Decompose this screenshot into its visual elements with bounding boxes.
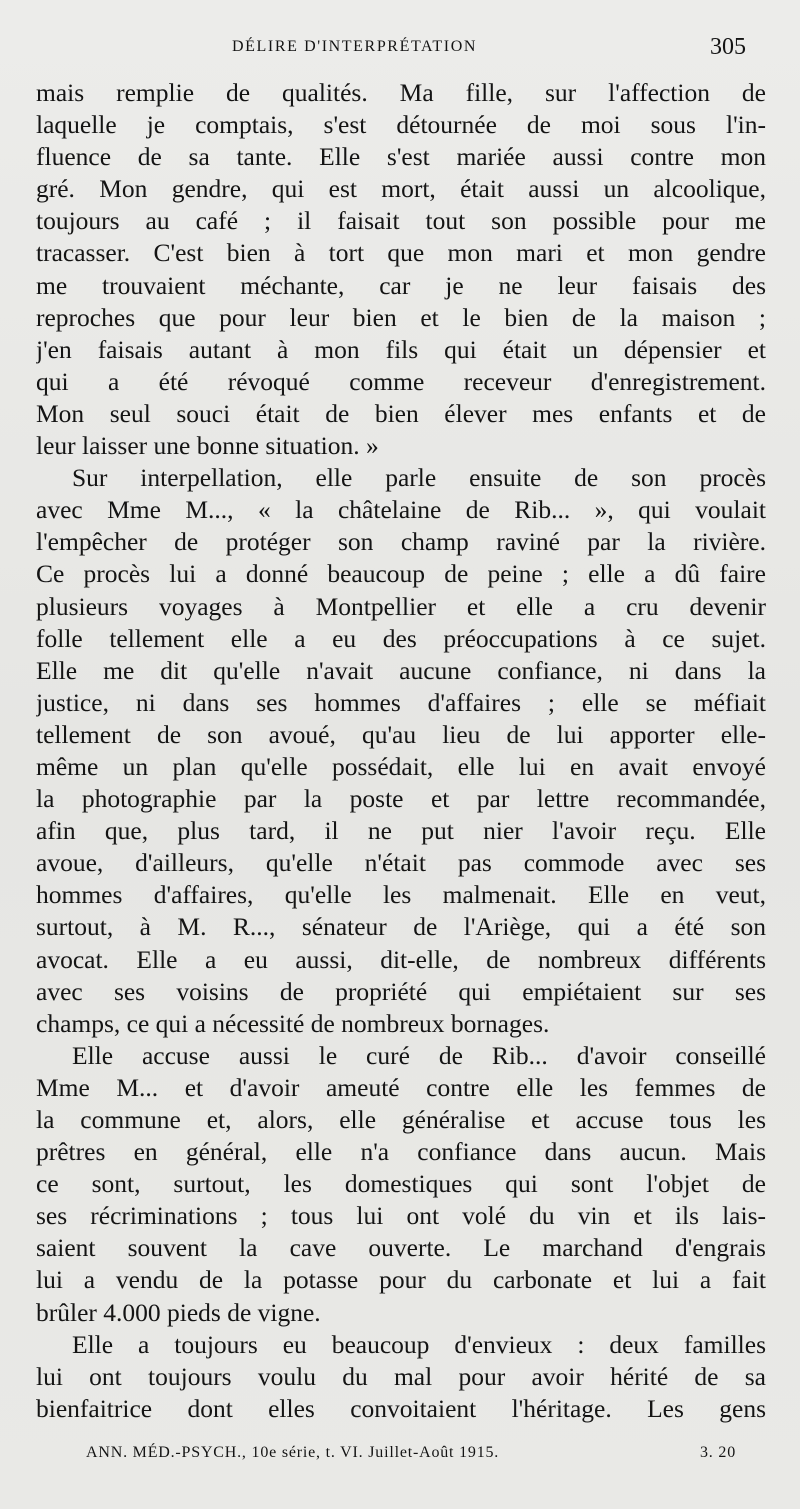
- text-line: surtout, à M. R..., sénateur de l'Ariège, qui a été son: [36, 912, 766, 942]
- text-line: lui ont toujours voulu du mal pour avoir hérité de sa: [36, 1361, 766, 1391]
- text-line: la photographie par la poste et par lettre recommandée,: [36, 784, 766, 814]
- text-line: fluence de sa tante. Elle s'est mariée aussi contre mon: [36, 142, 766, 172]
- text-line: qui a été révoqué comme receveur d'enregistrement.: [36, 366, 766, 396]
- text-line: folle tellement elle a eu des préoccupations à ce sujet.: [36, 623, 766, 653]
- text-line: avocat. Elle a eu aussi, dit-elle, de nombreux différents: [36, 944, 766, 974]
- text-line: hommes d'affaires, qu'elle les malmenait. Elle en veut,: [36, 880, 766, 910]
- paragraph-first-line: Sur interpellation, elle parle ensuite de son procès: [72, 463, 766, 493]
- text-line: la commune et, alors, elle généralise et accuse tous les: [36, 1105, 766, 1134]
- text-line: leur laisser une bonne situation. »: [36, 431, 379, 461]
- text-line: ses récriminations ; tous lui ont volé du vin et ils lais-: [36, 1201, 766, 1231]
- paragraph-first-line: Elle a toujours eu beaucoup d'envieux : deux familles: [72, 1329, 766, 1359]
- text-line: toujours au café ; il faisait tout son possible pour me: [36, 206, 766, 236]
- text-line: Elle me dit qu'elle n'avait aucune confiance, ni dans la: [36, 655, 766, 685]
- text-line: bienfaitrice dont elles convoitaient l'héritage. Les gens: [36, 1393, 766, 1423]
- text-line: laquelle je comptais, s'est détournée de moi sous l'in-: [36, 110, 766, 140]
- paragraph-first-line: Elle accuse aussi le curé de Rib... d'avoir conseillé: [72, 1040, 766, 1070]
- text-line: me trouvaient méchante, car je ne leur faisais des: [36, 270, 766, 300]
- text-line: j'en faisais autant à mon fils qui était un dépensier et: [36, 334, 766, 364]
- text-line: Ce procès lui a donné beaucoup de peine ; elle a dû faire: [36, 559, 766, 589]
- text-line: tracasser. C'est bien à tort que mon mari et mon gendre: [36, 238, 766, 268]
- journal-citation: ANN. MÉD.-PSYCH., 10e série, t. VI. Juillet-Août 1915.: [86, 1444, 500, 1461]
- text-line: avec ses voisins de propriété qui empiétaient sur ses: [36, 976, 766, 1006]
- text-line: gré. Mon gendre, qui est mort, était aussi un alcoolique,: [36, 174, 766, 204]
- text-line: lui a vendu de la potasse pour du carbonate et lui a fait: [36, 1265, 766, 1295]
- text-line: l'empêcher de protéger son champ raviné par la rivière.: [36, 527, 766, 557]
- text-line: saient souvent la cave ouverte. Le marchand d'engrais: [36, 1233, 766, 1263]
- text-line: prêtres en général, elle n'a confiance dans aucun. Mais: [36, 1137, 766, 1167]
- running-head: DÉLIRE D'INTERPRÉTATION: [232, 38, 478, 55]
- text-line: avec Mme M..., « la châtelaine de Rib... », qui voulait: [36, 495, 766, 525]
- text-line: Mme M... et d'avoir ameuté contre elle les femmes de: [36, 1072, 766, 1102]
- text-line: ce sont, surtout, les domestiques qui sont l'objet de: [36, 1169, 766, 1199]
- body-text: [36, 77, 766, 1425]
- text-line: afin que, plus tard, il ne put nier l'avoir reçu. Elle: [36, 816, 766, 846]
- text-line: mais remplie de qualités. Ma fille, sur l'affection de: [36, 78, 766, 107]
- text-line: Mon seul souci était de bien élever mes enfants et de: [36, 398, 766, 428]
- text-line: justice, ni dans ses hommes d'affaires ; elle se méfiait: [36, 687, 766, 717]
- text-line: avoue, d'ailleurs, qu'elle n'était pas commode avec ses: [36, 848, 766, 878]
- text-line: plusieurs voyages à Montpellier et elle a cru devenir: [36, 591, 766, 621]
- page-number: 305: [710, 34, 746, 60]
- text-line: reproches que pour leur bien et le bien de la maison ;: [36, 302, 766, 332]
- page-header: [36, 34, 748, 68]
- text-line: tellement de son avoué, qu'au lieu de lui apporter elle-: [36, 719, 766, 749]
- text-line: champs, ce qui a nécessité de nombreux bornages.: [36, 1008, 550, 1038]
- text-line: même un plan qu'elle possédait, elle lui en avait envoyé: [36, 751, 766, 781]
- printer-signature: 3. 20: [700, 1444, 736, 1461]
- text-line: brûler 4.000 pieds de vigne.: [36, 1297, 321, 1327]
